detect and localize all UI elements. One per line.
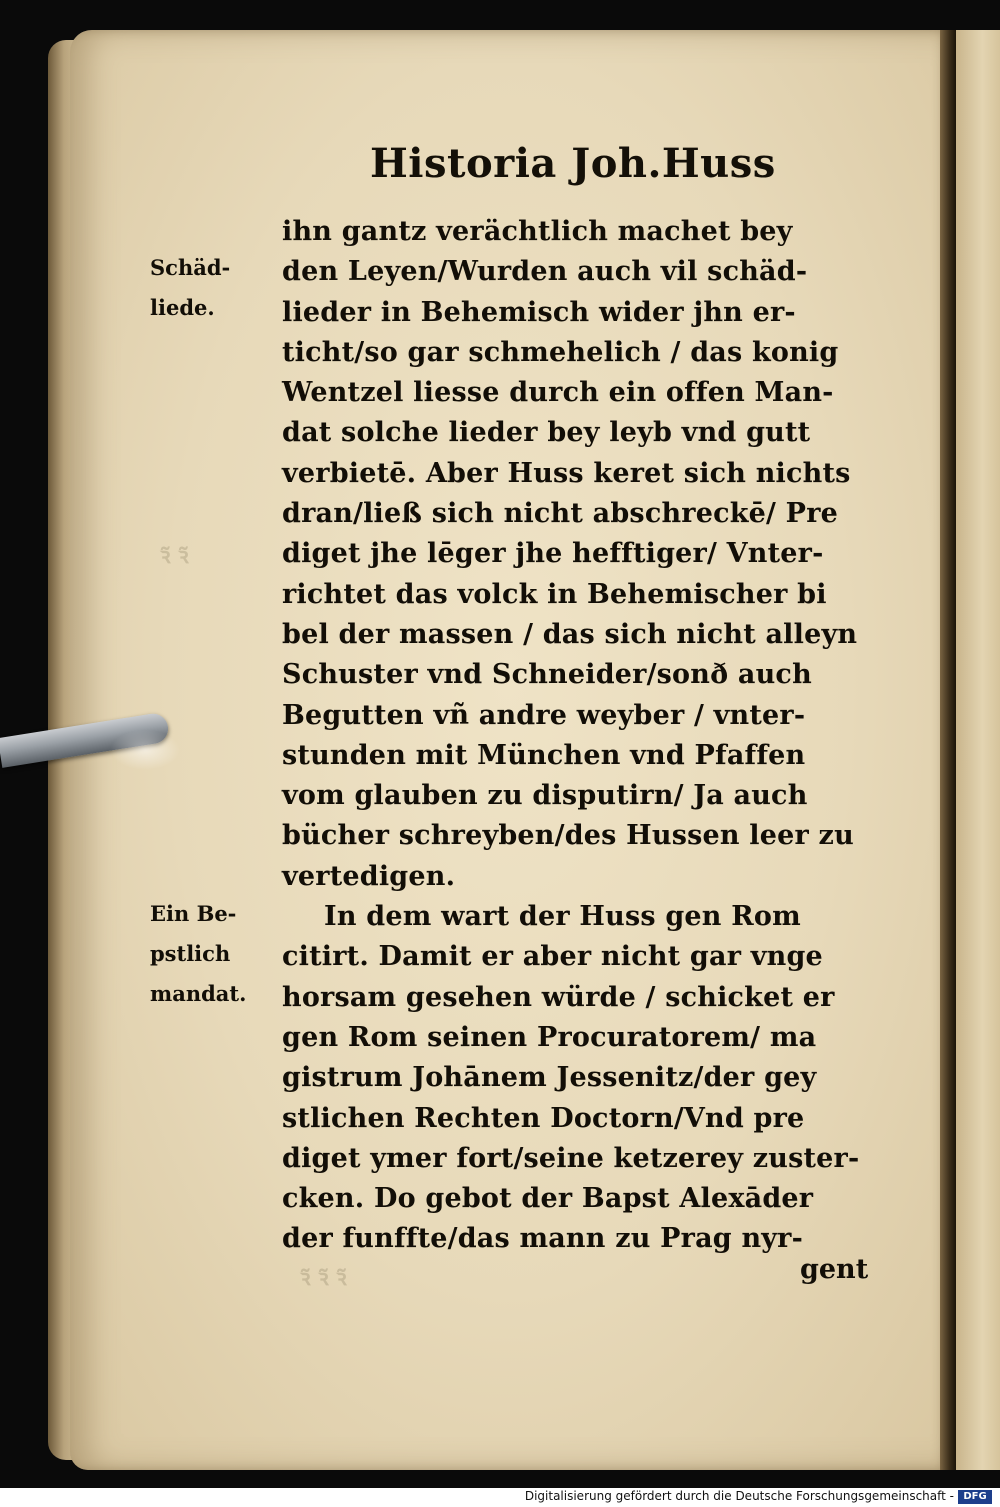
gloss-line: pstlich (150, 941, 231, 966)
text-line: gen Rom seinen Procuratorem/ ma (282, 1021, 817, 1053)
margin-gloss (150, 248, 270, 328)
text-line: Schuster vnd Schneider/sonð auch (282, 659, 812, 691)
text-line: ticht/so gar schmehelich / das konig (282, 336, 839, 368)
text-line: Wentzel liesse durch ein offen Man- (282, 377, 834, 409)
text-line: richtet das volck in Behemischer bi (282, 578, 827, 610)
text-line: verbietē. Aber Huss keret sich nichts (282, 457, 851, 489)
show-through-text: ꝛ̃ ꝛ̃ ꝛ̃ (300, 1265, 347, 1291)
funding-credit: Digitalisierung gefördert durch die Deutsche Forschungsgemeinschaft - (524, 1489, 954, 1503)
facing-page-edge (956, 30, 1000, 1470)
text-line: diget jhe lēger jhe hefftiger/ Vnter- (282, 538, 824, 570)
body-text (282, 212, 862, 1260)
text-line: gistrum Johānem Jessenitz/der gey (282, 1062, 817, 1094)
text-line: vertedigen. (282, 860, 456, 892)
text-line: lieder in Behemisch wider jhn er- (282, 296, 796, 328)
text-line: horsam gesehen würde / schicket er (282, 981, 835, 1013)
text-line: stunden mit München vnd Pfaffen (282, 739, 806, 771)
text-line: ihn gantz verächtlich machet bey (282, 216, 793, 247)
text-line: dat solche lieder bey leyb vnd gutt (282, 417, 811, 449)
clip-glare (110, 730, 180, 770)
text-line: cken. Do gebot der Bapst Alexāder (282, 1183, 814, 1215)
gloss-line: Schäd- (150, 255, 231, 280)
text-line: citirt. Damit er aber nicht gar vnge (282, 941, 823, 973)
text-line: Begutten vñ andre weyber / vnter- (282, 699, 806, 731)
gloss-line: Ein Be- (150, 901, 237, 926)
running-head: Historia Joh.Huss (370, 140, 776, 187)
text-line: stlichen Rechten Doctorn/Vnd pre (282, 1102, 805, 1134)
catchword: gent (800, 1254, 869, 1285)
text-line: der funffte/das mann zu Prag nyr- (282, 1223, 804, 1255)
text-line: dran/ließ sich nicht abschreckē/ Pre (282, 498, 838, 530)
dfg-logo: DFG (958, 1490, 992, 1504)
text-line: diget ymer fort/seine ketzerey zuster- (282, 1142, 860, 1174)
text-line: bel der massen / das sich nicht alleyn (282, 618, 858, 650)
gloss-line: mandat. (150, 981, 247, 1006)
text-line: den Leyen/Wurden auch vil schäd- (282, 256, 808, 288)
gloss-line: liede. (150, 295, 215, 320)
page-gutter (940, 30, 956, 1470)
show-through-text: ꝛ̃ ꝛ̃ (160, 543, 189, 569)
text-line: bücher schreyben/des Hussen leer zu (282, 820, 854, 852)
text-line: vom glauben zu disputirn/ Ja auch (282, 780, 808, 812)
paragraph-start-line: In dem wart der Huss gen Rom (324, 901, 801, 933)
margin-gloss (150, 894, 270, 1014)
